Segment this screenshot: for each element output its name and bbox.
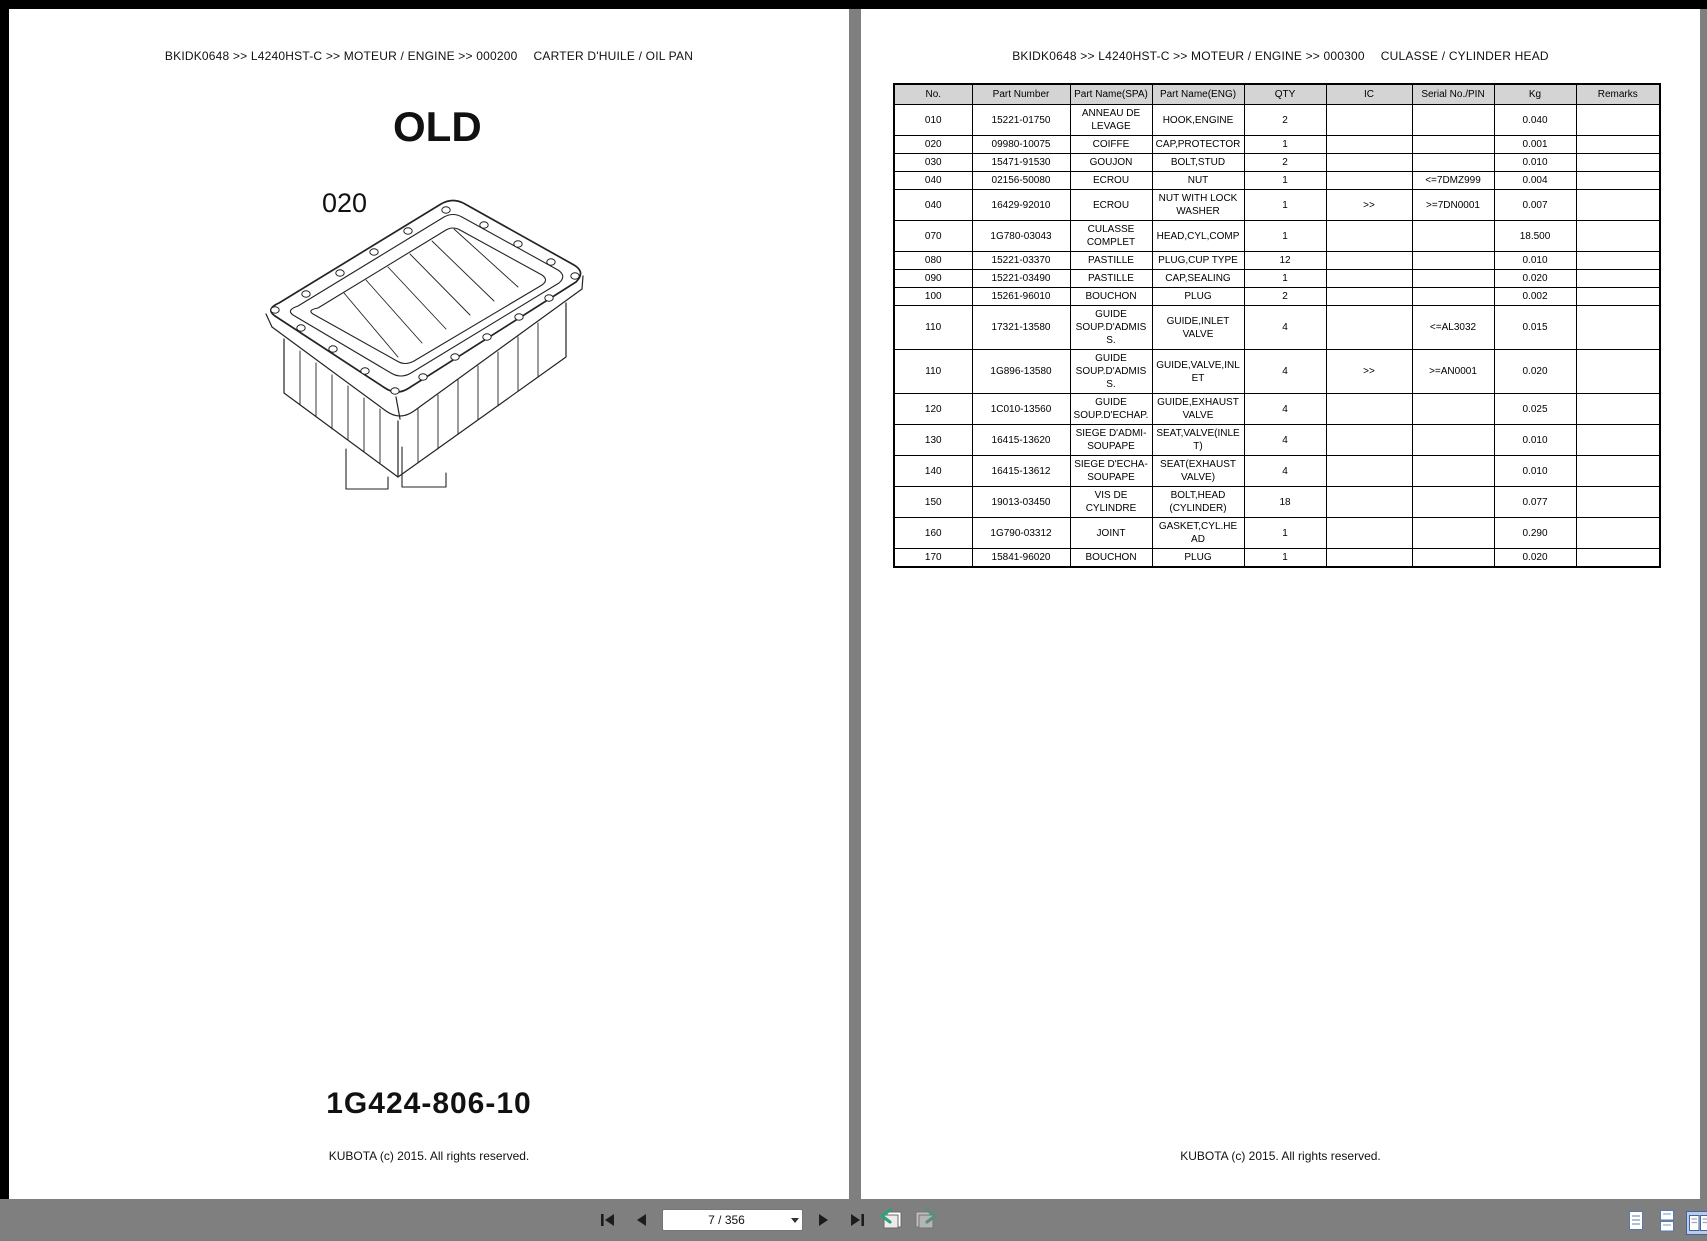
table-cell: VIS DE CYLINDRE (1070, 487, 1152, 518)
single-page-icon (1626, 1209, 1646, 1233)
table-cell: 120 (894, 394, 972, 425)
table-cell: 1 (1244, 549, 1326, 568)
column-header: IC (1326, 84, 1412, 105)
table-cell: 1 (1244, 190, 1326, 221)
table-cell (1576, 425, 1660, 456)
table-cell: 15221-03490 (972, 270, 1070, 288)
column-header: Kg (1494, 84, 1576, 105)
viewport-left-edge (0, 0, 9, 1199)
table-cell: 15221-01750 (972, 105, 1070, 136)
table-cell (1412, 252, 1494, 270)
previous-view-button[interactable] (878, 1207, 904, 1233)
page-title: CULASSE / CYLINDER HEAD (1380, 49, 1549, 63)
table-cell: 0.010 (1494, 154, 1576, 172)
table-row (894, 190, 1660, 221)
table-cell (1576, 350, 1660, 394)
table-cell: 110 (894, 350, 972, 394)
table-cell: 2 (1244, 288, 1326, 306)
continuous-view-icon (1657, 1209, 1677, 1233)
next-view-button[interactable] (913, 1207, 939, 1233)
table-cell: BOLT,STUD (1152, 154, 1244, 172)
table-cell (1576, 518, 1660, 549)
view-mode-toolbar (1624, 1207, 1707, 1235)
table-cell: 1G790-03312 (972, 518, 1070, 549)
table-cell: 160 (894, 518, 972, 549)
table-cell: GOUJON (1070, 154, 1152, 172)
table-cell (1412, 154, 1494, 172)
table-row (894, 306, 1660, 350)
table-cell (1576, 394, 1660, 425)
table-cell: GUIDE SOUP.D'ADMISS. (1070, 350, 1152, 394)
breadcrumb: BKIDK0648 >> L4240HST-C >> MOTEUR / ENGINE >> 000300 (1012, 49, 1365, 63)
next-view-icon (914, 1208, 938, 1230)
table-cell: 17321-13580 (972, 306, 1070, 350)
table-cell: 1 (1244, 221, 1326, 252)
table-cell (1576, 252, 1660, 270)
table-cell: CAP,SEALING (1152, 270, 1244, 288)
column-header: Part Number (972, 84, 1070, 105)
previous-page-icon (635, 1213, 647, 1227)
table-cell: 150 (894, 487, 972, 518)
facing-pages-view-button[interactable] (1686, 1211, 1707, 1235)
table-cell: 0.020 (1494, 350, 1576, 394)
column-header: Serial No./PIN (1412, 84, 1494, 105)
table-cell: 09980-10075 (972, 136, 1070, 154)
table-cell: 4 (1244, 394, 1326, 425)
table-cell: NUT WITH LOCK WASHER (1152, 190, 1244, 221)
table-cell: HOOK,ENGINE (1152, 105, 1244, 136)
continuous-view-button[interactable] (1655, 1207, 1679, 1235)
table-cell: JOINT (1070, 518, 1152, 549)
table-cell (1326, 172, 1412, 190)
page-title: CARTER D'HUILE / OIL PAN (533, 49, 694, 63)
table-cell: HEAD,CYL,COMP (1152, 221, 1244, 252)
table-cell: >> (1326, 350, 1412, 394)
table-cell: 0.025 (1494, 394, 1576, 425)
table-cell: 1 (1244, 270, 1326, 288)
table-cell: SEAT,VALVE(INLET) (1152, 425, 1244, 456)
table-cell: 0.020 (1494, 270, 1576, 288)
table-cell: CAP,PROTECTOR (1152, 136, 1244, 154)
page-left (9, 9, 849, 1199)
part-ref-label: 020 (322, 188, 368, 218)
table-cell: 16415-13620 (972, 425, 1070, 456)
table-row (894, 288, 1660, 306)
table-cell (1326, 425, 1412, 456)
single-page-view-button[interactable] (1624, 1207, 1648, 1235)
table-cell: 130 (894, 425, 972, 456)
previous-view-icon (879, 1208, 903, 1230)
table-cell: SEAT(EXHAUST VALVE) (1152, 456, 1244, 487)
table-cell: CULASSE COMPLET (1070, 221, 1152, 252)
table-cell: 1 (1244, 136, 1326, 154)
first-page-button[interactable] (596, 1207, 620, 1233)
table-cell: PASTILLE (1070, 252, 1152, 270)
table-row (894, 394, 1660, 425)
table-cell (1412, 518, 1494, 549)
table-row (894, 252, 1660, 270)
table-cell: ANNEAU DE LEVAGE (1070, 105, 1152, 136)
table-cell (1576, 487, 1660, 518)
table-cell: 110 (894, 306, 972, 350)
table-cell: 1G780-03043 (972, 221, 1070, 252)
table-cell: ECROU (1070, 172, 1152, 190)
table-cell: 0.010 (1494, 425, 1576, 456)
table-cell: COIFFE (1070, 136, 1152, 154)
table-cell: NUT (1152, 172, 1244, 190)
table-cell: 100 (894, 288, 972, 306)
column-header: Part Name(ENG) (1152, 84, 1244, 105)
table-cell (1326, 136, 1412, 154)
table-cell (1576, 306, 1660, 350)
table-cell (1412, 136, 1494, 154)
table-body (894, 105, 1660, 568)
last-page-icon (849, 1213, 865, 1227)
table-cell (1576, 172, 1660, 190)
table-cell: >=AN0001 (1412, 350, 1494, 394)
table-cell: 1C010-13560 (972, 394, 1070, 425)
table-cell: GUIDE,INLET VALVE (1152, 306, 1244, 350)
table-cell (1326, 154, 1412, 172)
table-cell: 010 (894, 105, 972, 136)
previous-page-button[interactable] (629, 1207, 653, 1233)
table-cell: 0.290 (1494, 518, 1576, 549)
table-cell (1326, 252, 1412, 270)
table-cell: 140 (894, 456, 972, 487)
table-cell: BOLT,HEAD (CYLINDER) (1152, 487, 1244, 518)
table-cell: GUIDE SOUP.D'ECHAP. (1070, 394, 1152, 425)
table-cell: 0.004 (1494, 172, 1576, 190)
table-cell: PLUG (1152, 288, 1244, 306)
table-cell: 4 (1244, 350, 1326, 394)
table-cell: 0.007 (1494, 190, 1576, 221)
table-cell (1412, 394, 1494, 425)
table-cell: 1G896-13580 (972, 350, 1070, 394)
table-cell: 170 (894, 549, 972, 568)
table-cell: >=7DN0001 (1412, 190, 1494, 221)
page-right-header (861, 49, 1700, 63)
table-cell (1576, 456, 1660, 487)
table-cell (1326, 105, 1412, 136)
table-cell: SIEGE D'ADMI-SOUPAPE (1070, 425, 1152, 456)
next-page-button[interactable] (812, 1207, 836, 1233)
table-cell: PASTILLE (1070, 270, 1152, 288)
table-cell: 15221-03370 (972, 252, 1070, 270)
table-cell: PLUG (1152, 549, 1244, 568)
table-cell (1326, 549, 1412, 568)
table-cell (1576, 105, 1660, 136)
table-row (894, 425, 1660, 456)
table-row (894, 456, 1660, 487)
table-row (894, 549, 1660, 568)
table-cell (1576, 549, 1660, 568)
table-cell: 070 (894, 221, 972, 252)
viewport-top-edge (0, 0, 1707, 9)
table-cell (1326, 518, 1412, 549)
table-cell: GUIDE,VALVE,INLET (1152, 350, 1244, 394)
page-right (861, 9, 1700, 1199)
table-cell (1326, 306, 1412, 350)
table-cell: 19013-03450 (972, 487, 1070, 518)
table-header-row (894, 84, 1660, 105)
table-cell (1576, 288, 1660, 306)
copyright-left: KUBOTA (c) 2015. All rights reserved. (328, 1149, 530, 1163)
table-row (894, 154, 1660, 172)
table-cell (1412, 288, 1494, 306)
table-cell: PLUG,CUP TYPE (1152, 252, 1244, 270)
table-cell (1576, 136, 1660, 154)
table-row (894, 172, 1660, 190)
table-cell: 0.020 (1494, 549, 1576, 568)
table-cell: 18.500 (1494, 221, 1576, 252)
table-cell: 0.077 (1494, 487, 1576, 518)
table-cell (1412, 456, 1494, 487)
table-cell (1326, 221, 1412, 252)
next-page-icon (818, 1213, 830, 1227)
oil-pan-diagram (247, 181, 599, 499)
table-cell: 4 (1244, 425, 1326, 456)
table-cell (1412, 270, 1494, 288)
table-row (894, 105, 1660, 136)
last-page-button[interactable] (845, 1207, 869, 1233)
table-row (894, 221, 1660, 252)
table-cell: ECROU (1070, 190, 1152, 221)
table-row (894, 270, 1660, 288)
table-cell (1326, 394, 1412, 425)
table-cell (1576, 270, 1660, 288)
facing-pages-icon (1688, 1213, 1707, 1233)
table-row (894, 518, 1660, 549)
table-cell (1326, 456, 1412, 487)
table-cell: 040 (894, 172, 972, 190)
table-cell: 15471-91530 (972, 154, 1070, 172)
table-cell: 040 (894, 190, 972, 221)
table-row (894, 136, 1660, 154)
old-label: OLD (393, 103, 482, 150)
copyright-right: KUBOTA (c) 2015. All rights reserved. (1180, 1149, 1381, 1163)
table-cell: 030 (894, 154, 972, 172)
table-cell (1326, 270, 1412, 288)
table-cell (1412, 105, 1494, 136)
table-cell: GUIDE,EXHAUST VALVE (1152, 394, 1244, 425)
first-page-icon (600, 1213, 616, 1227)
table-cell: 0.002 (1494, 288, 1576, 306)
page-left-header (9, 49, 849, 63)
table-cell: 0.010 (1494, 456, 1576, 487)
table-cell (1326, 487, 1412, 518)
table-cell: 0.040 (1494, 105, 1576, 136)
table-cell (1576, 221, 1660, 252)
table-cell: GASKET,CYL.HEAD (1152, 518, 1244, 549)
table-cell: 15841-96020 (972, 549, 1070, 568)
table-cell (1412, 425, 1494, 456)
table-cell: 4 (1244, 456, 1326, 487)
figure-number: 1G424-806-10 (326, 1087, 532, 1120)
column-header: Part Name(SPA) (1070, 84, 1152, 105)
table-row (894, 487, 1660, 518)
table-cell: 12 (1244, 252, 1326, 270)
table-cell: 090 (894, 270, 972, 288)
table-cell: 02156-50080 (972, 172, 1070, 190)
table-cell: <=AL3032 (1412, 306, 1494, 350)
table-cell (1576, 154, 1660, 172)
table-cell (1326, 288, 1412, 306)
table-cell (1412, 221, 1494, 252)
table-cell (1576, 190, 1660, 221)
column-header: Remarks (1576, 84, 1660, 105)
table-cell (1412, 487, 1494, 518)
page-number-combo (662, 1209, 803, 1231)
table-cell: 1 (1244, 172, 1326, 190)
parts-table (893, 83, 1661, 568)
table-cell: 16429-92010 (972, 190, 1070, 221)
table-cell: 16415-13612 (972, 456, 1070, 487)
table-cell: BOUCHON (1070, 288, 1152, 306)
table-cell: 0.001 (1494, 136, 1576, 154)
page-navigation-toolbar (596, 1206, 939, 1234)
breadcrumb: BKIDK0648 >> L4240HST-C >> MOTEUR / ENGINE >> 000200 (164, 49, 518, 63)
table-cell (1412, 549, 1494, 568)
page-number-input[interactable] (662, 1209, 803, 1231)
table-cell: 1 (1244, 518, 1326, 549)
column-header: No. (894, 84, 972, 105)
table-cell: 2 (1244, 105, 1326, 136)
table-cell: 2 (1244, 154, 1326, 172)
table-cell: 15261-96010 (972, 288, 1070, 306)
table-cell: <=7DMZ999 (1412, 172, 1494, 190)
table-cell: >> (1326, 190, 1412, 221)
table-cell: BOUCHON (1070, 549, 1152, 568)
table-cell: GUIDE SOUP.D'ADMISS. (1070, 306, 1152, 350)
table-cell: 020 (894, 136, 972, 154)
table-cell: 4 (1244, 306, 1326, 350)
table-cell: 080 (894, 252, 972, 270)
table-cell: 0.010 (1494, 252, 1576, 270)
table-cell: SIEGE D'ECHA-SOUPAPE (1070, 456, 1152, 487)
table-cell: 18 (1244, 487, 1326, 518)
table-row (894, 350, 1660, 394)
table-cell: 0.015 (1494, 306, 1576, 350)
column-header: QTY (1244, 84, 1326, 105)
